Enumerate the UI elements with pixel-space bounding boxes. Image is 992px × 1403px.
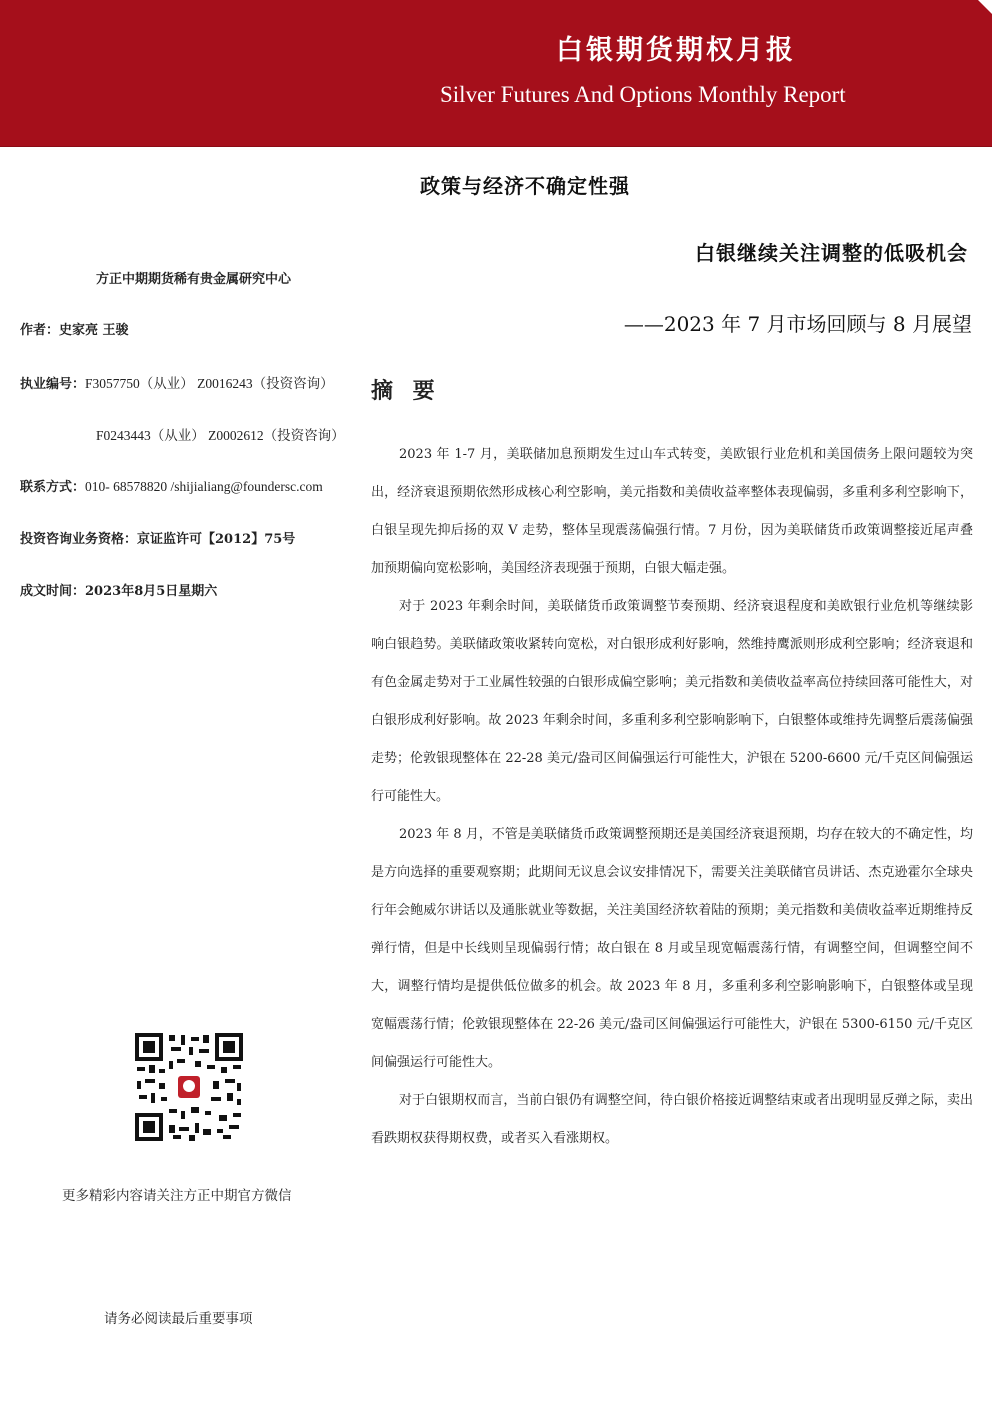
headline: 政策与经济不确定性强 xyxy=(420,174,630,198)
qr-caption: 更多精彩内容请关注方正中期官方微信 xyxy=(62,1188,292,1204)
license-line-2 xyxy=(96,424,345,444)
abstract-paragraph: 2023 年 8 月，不管是美联储货币政策调整预期还是美国经济衰退预期，均存在较大的不确定性，均是方向选择的重要观察期；此期间无议息会议安排情况下，需要关注美联储官员讲话、杰克逊霍尔全球央行年会鲍威尔讲话以及通胀就业等数据，关注美国经济软着陆的预期；美元指数和美债收益率近期维持反弹行情，但是中长线则呈现偏弱行情；故白银在 8 月或呈现宽幅震荡行情，有调整空间，但调整空间不大，调整行情均是提供低位做多的机会。故 2023 年 8 月，多重利多利空影响影响下，白银整体或呈现宽幅震荡行情；伦敦银现整体在 22-26 美元/盎司区间偏强运行可能性大，沪银在 5300-6150 元/千克区间偏强运行可能性大。 xyxy=(371,827,973,1070)
date-line xyxy=(20,580,217,599)
qualification-line xyxy=(20,528,295,547)
abstract-title: 摘 要 xyxy=(371,378,441,404)
qualification-label: 投资咨询业务资格： xyxy=(20,532,138,547)
report-title-cn: 白银期货期权月报 xyxy=(556,35,796,66)
author-value: 史家亮 王骏 xyxy=(59,323,129,338)
license-value-2: F0243443（从业） Z0002612（投资咨询） xyxy=(96,428,345,443)
research-center: 方正中期期货稀有贵金属研究中心 xyxy=(96,272,292,287)
qualification-value: 京证监许可【2012】75号 xyxy=(137,532,296,547)
header-divider xyxy=(0,146,992,147)
banner-corner xyxy=(978,0,992,14)
report-title-en: Silver Futures And Options Monthly Report xyxy=(440,82,846,107)
date-value: 2023年8月5日星期六 xyxy=(85,584,218,599)
author-line xyxy=(20,319,129,338)
contact-line xyxy=(20,476,323,495)
abstract-paragraph: 对于白银期权而言，当前白银仍有调整空间，待白银价格接近调整结束或者出现明显反弹之际，卖出看跌期权获得期权费，或者买入看涨期权。 xyxy=(371,1093,973,1146)
author-label: 作者： xyxy=(20,323,60,338)
contact-value: 010- 68578820 /shijialiang@foundersc.com xyxy=(85,479,323,494)
abstract-paragraph: 2023 年 1-7 月，美联储加息预期发生过山车式转变，美欧银行业危机和美国债务上限问题较为突出，经济衰退预期依然形成核心利空影响，美元指数和美债收益率整体表现偏弱，多重利多利空影响下，白银呈现先抑后扬的双 V 走势，整体呈现震荡偏强行情。7 月份，因为美联储货币政策调整接近尾声叠加预期偏向宽松影响，美国经济表现强于预期，白银大幅走强。 xyxy=(371,447,973,576)
report-header-banner xyxy=(0,0,992,146)
license-value-1: F3057750（从业） Z0016243（投资咨询） xyxy=(85,376,334,391)
contact-label: 联系方式： xyxy=(20,480,86,495)
abstract-body xyxy=(371,436,973,1158)
subtitle: 白银继续关注调整的低吸机会 xyxy=(695,241,968,265)
wechat-qr-code[interactable] xyxy=(133,1031,245,1143)
license-label: 执业编号： xyxy=(20,377,86,392)
abstract-paragraph: 对于 2023 年剩余时间，美联储货币政策调整节奏预期、经济衰退程度和美欧银行业危机等继续影响白银趋势。美联储政策收紧转向宽松，对白银形成利好影响，然维持鹰派则形成利空影响；经济衰退和有色金属走势对于工业属性较强的白银形成偏空影响；美元指数和美债收益率高位持续回落可能性大，对白银形成利好影响。故 2023 年剩余时间，多重利多利空影响影响下，白银整体或维持先调整后震荡偏强走势；伦敦银现整体在 22-28 美元/盎司区间偏强运行可能性大，沪银在 5200-6600 元/千克区间偏强运行可能性大。 xyxy=(371,599,973,804)
qr-code-icon xyxy=(133,1031,245,1143)
disclaimer-note: 请务必阅读最后重要事项 xyxy=(104,1311,253,1327)
date-label: 成文时间： xyxy=(20,584,86,599)
license-line xyxy=(20,372,334,392)
review-period: ——2023 年 7 月市场回顾与 8 月展望 xyxy=(623,312,972,336)
